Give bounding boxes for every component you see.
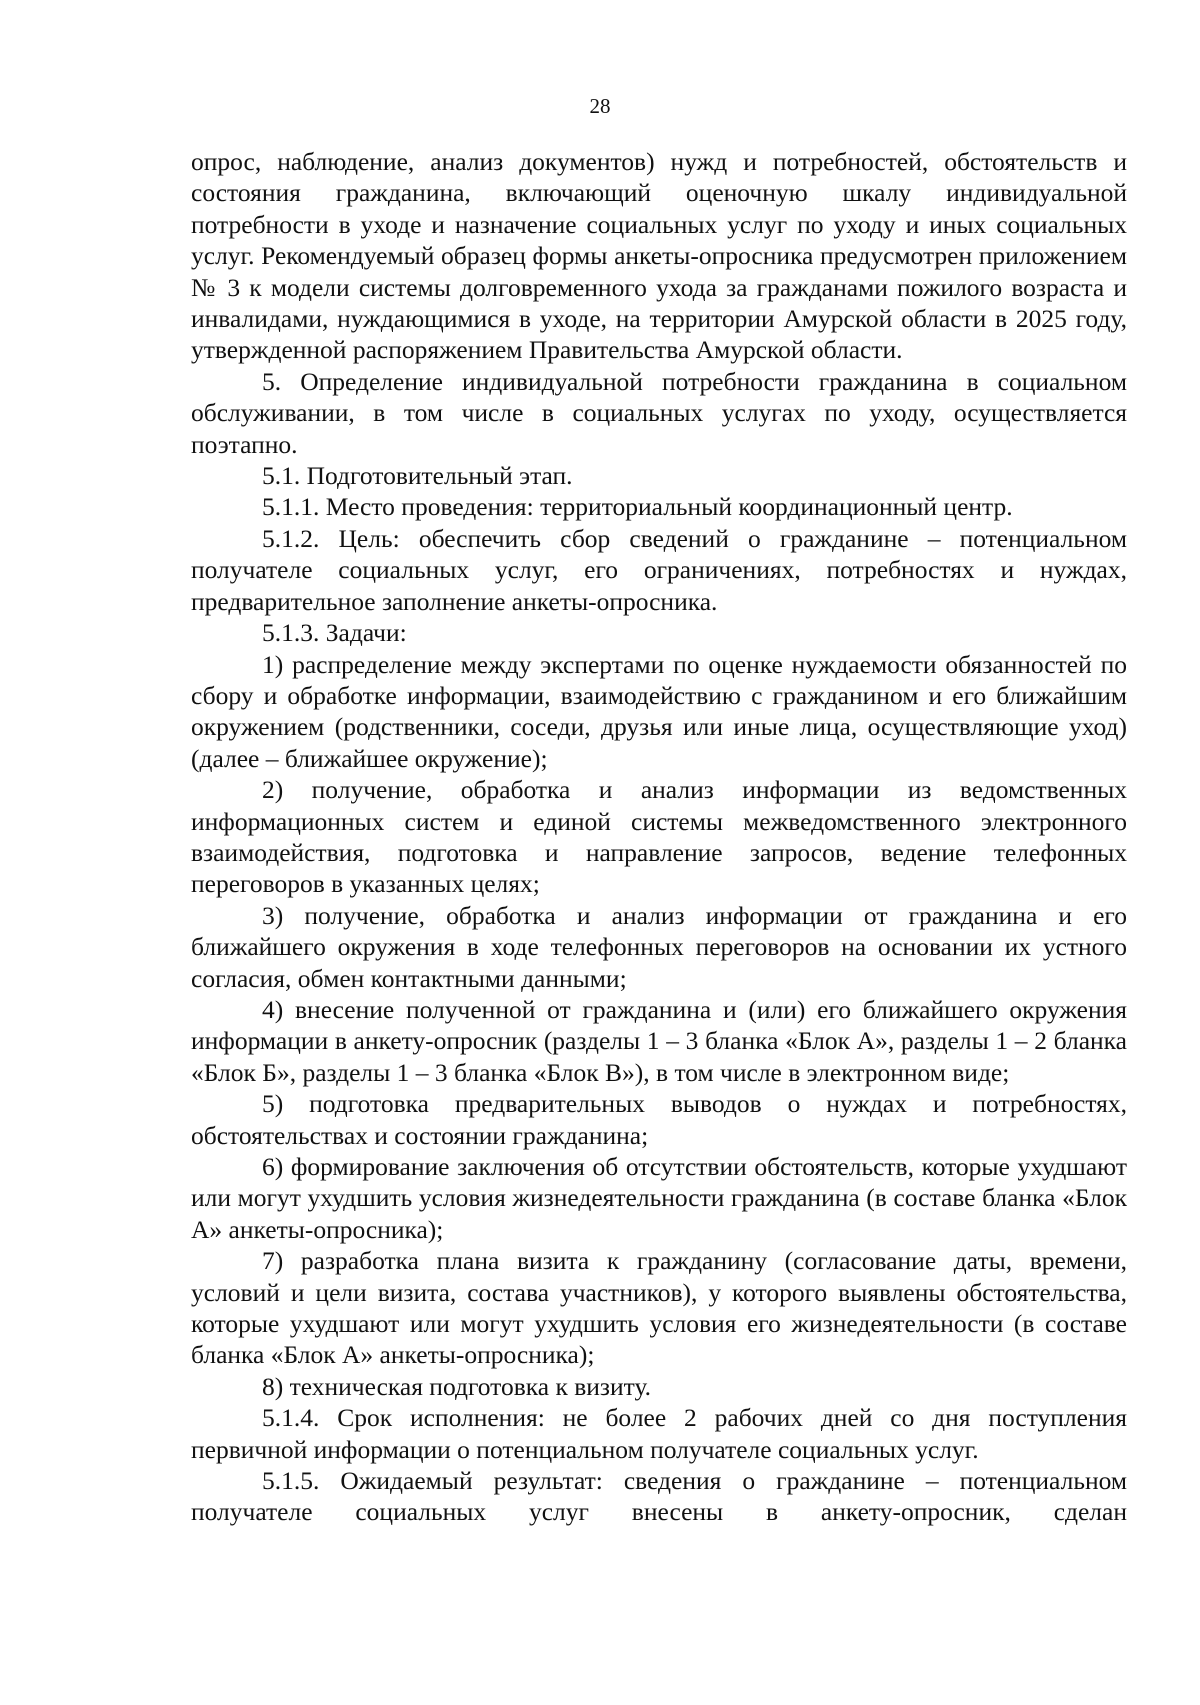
paragraph-item-5-1-1: 5.1.1. Место проведения: территориальный координационный центр. <box>262 492 1013 522</box>
document-body <box>191 146 1127 1528</box>
paragraph-item-5-1-5: 5.1.5. Ожидаемый результат: сведения о гражданине – потенциальном получателе социальных услуг внесены в анкету-опросник, сделан <box>191 1466 1127 1527</box>
paragraph-continuation: опрос, наблюдение, анализ документов) нужд и потребностей, обстоятельств и состояния гражданина, включающий оценочную шкалу индивидуальной потребности в уходе и назначение социальных услуг по уходу и иных социальных услуг. Рекомендуемый образец формы анкеты-опросника предусмотрен приложением № 3 к модели системы долговременного ухода за гражданами пожилого возраста и инвалидами, нуждающимися в уходе, на территории Амурской области в 2025 году, утвержденной распоряжением Правительства Амурской области. <box>191 147 1127 365</box>
paragraph-item-5-1-3: 5.1.3. Задачи: <box>262 618 407 648</box>
task-item-6: 6) формирование заключения об отсутствии обстоятельств, которые ухудшают или могут ухудшить условия жизнедеятельности гражданина (в составе бланка «Блок А» анкеты-опросника); <box>191 1152 1127 1244</box>
task-item-1: 1) распределение между экспертами по оценке нуждаемости обязанностей по сбору и обработке информации, взаимодействию с гражданином и его ближайшим окружением (родственники, соседи, друзья или иные лица, осуществляющие уход) (далее – ближайшее окружение); <box>191 649 1127 773</box>
paragraph-item-5-1-2: 5.1.2. Цель: обеспечить сбор сведений о гражданине – потенциальном получателе социальных услуг, его ограничениях, потребностях и нуждах, предварительное заполнение анкеты-опросника. <box>191 523 1127 616</box>
paragraph-item-5-1: 5.1. Подготовительный этап. <box>262 461 573 491</box>
task-item-3: 3) получение, обработка и анализ информации от гражданина и его ближайшего окружения в ходе телефонных переговоров на основании их устного согласия, обмен контактными данными; <box>191 900 1127 993</box>
page-number: 28 <box>589 94 611 118</box>
task-item-8: 8) техническая подготовка к визиту. <box>262 1371 652 1401</box>
task-item-5: 5) подготовка предварительных выводов о нуждах и потребностях, обстоятельствах и состоянии гражданина; <box>191 1089 1127 1150</box>
task-item-4: 4) внесение полученной от гражданина и (или) его ближайшего окружения информации в анкету-опросник (разделы 1 – 3 бланка «Блок А», разделы 1 – 2 бланка «Блок Б», разделы 1 – 3 бланка «Блок В»), в том числе в электронном виде; <box>191 994 1127 1087</box>
task-item-7: 7) разработка плана визита к гражданину (согласование даты, времени, условий и цели визита, состава участников), у которого выявлены обстоятельства, которые ухудшают или могут ухудшить условия его жизнедеятельности (в составе бланка «Блок А» анкеты-опросника); <box>191 1246 1127 1370</box>
paragraph-item-5-1-4: 5.1.4. Срок исполнения: не более 2 рабочих дней со дня поступления первичной информации о потенциальном получателе социальных услуг. <box>191 1403 1127 1464</box>
task-item-2: 2) получение, обработка и анализ информации из ведомственных информационных систем и единой системы межведомственного электронного взаимодействия, подготовка и направление запросов, ведение телефонных переговоров в указанных целях; <box>191 775 1127 899</box>
paragraph-item-5: 5. Определение индивидуальной потребности гражданина в социальном обслуживании, в том числе в социальных услугах по уходу, осуществляется поэтапно. <box>191 366 1127 459</box>
